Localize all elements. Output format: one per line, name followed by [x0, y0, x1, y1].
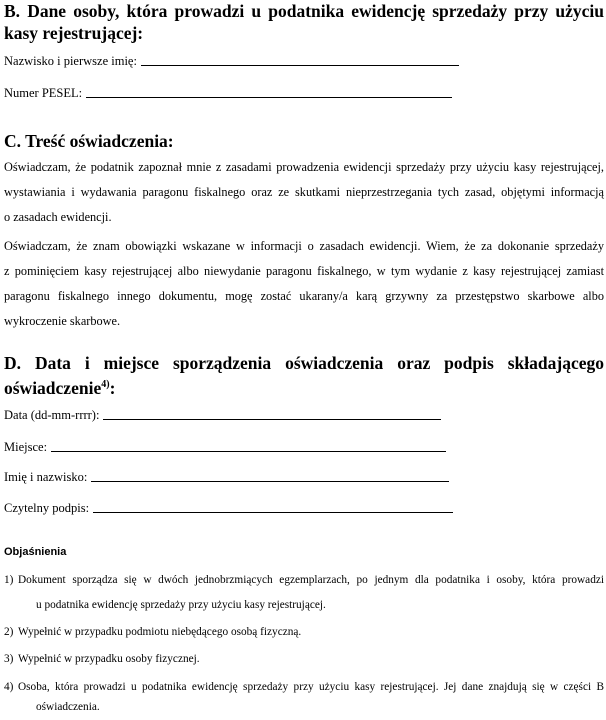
full-name-line[interactable] — [91, 480, 449, 482]
paragraph-line: Oświadczam, że podatnik zapoznał mnie z zasadami prowadzenia ewidencji sprzedaży przy użyciu kasy rejestrującej, — [4, 160, 604, 174]
date-label: Data (dd-mm-rrrr): — [4, 408, 100, 422]
notes-title: Objaśnienia — [4, 546, 67, 558]
note-item-3 — [4, 647, 604, 672]
pesel-label: Numer PESEL: — [4, 86, 83, 100]
signature-field[interactable] — [4, 501, 453, 516]
paragraph-line: o zasadach ewidencji. — [4, 210, 112, 224]
full-name-field[interactable] — [4, 470, 449, 485]
surname-field[interactable] — [4, 54, 459, 69]
note-item-4 — [4, 675, 604, 720]
note-line: u podatnika ewidencję sprzedaży przy użyciu kasy rejestrującej. — [36, 599, 326, 611]
section-d-heading — [4, 352, 604, 399]
note-line: Wypełnić w przypadku podmiotu niebędącego osobą fizyczną. — [18, 626, 302, 638]
note-number: 2) — [4, 626, 14, 638]
section-c-heading: C. Treść oświadczenia: — [4, 131, 174, 151]
paragraph-line: Oświadczam, że znam obowiązki wskazane w informacji o zasadach ewidencji. Wiem, że za dokonanie sprzedaży — [4, 239, 604, 253]
note-number: 1) — [4, 574, 14, 586]
section-b-heading-line2: kasy rejestrującej: — [4, 23, 144, 43]
section-b-heading-line1: B. Dane osoby, która prowadzi u podatnika ewidencję sprzedaży przy użyciu — [4, 1, 604, 21]
pesel-line[interactable] — [86, 96, 452, 98]
signature-line[interactable] — [93, 511, 453, 513]
surname-line[interactable] — [141, 64, 459, 66]
place-field[interactable] — [4, 440, 446, 455]
date-field[interactable] — [4, 408, 441, 423]
pesel-field[interactable] — [4, 86, 452, 101]
note-line: oświadczenia. — [36, 701, 100, 713]
paragraph-line: z pominięciem kasy rejestrującej albo niewydanie paragonu fiskalnego, w tym wydanie z kasy rejestrującej zamiast — [4, 264, 604, 278]
paragraph-line: wykroczenie skarbowe. — [4, 314, 121, 328]
paragraph-line: paragonu fiskalnego innego dokumentu, mogę zostać ukarany/a karą grzywny za przestępstwo skarbowe albo — [4, 289, 604, 303]
date-line[interactable] — [103, 418, 441, 420]
footnote-ref-4: 4) — [101, 379, 110, 390]
section-c-paragraph-2 — [4, 234, 604, 334]
section-d-heading-line1: D. Data i miejsce sporządzenia oświadczenia oraz podpis składającego — [4, 353, 604, 373]
note-line: Wypełnić w przypadku osoby fizycznej. — [18, 653, 200, 665]
paragraph-line: wystawiania i wydawania paragonu fiskalnego oraz ze skutkami nieprzestrzegania tych zasad, objętymi informacją — [4, 185, 604, 199]
section-b-heading — [4, 0, 604, 44]
note-line: Osoba, która prowadzi u podatnika ewidencję sprzedaży przy użyciu kasy rejestrującej. Jej dane znajdują się w części B — [18, 681, 604, 693]
place-label: Miejsce: — [4, 440, 48, 454]
note-number: 3) — [4, 653, 14, 665]
note-line: Dokument sporządza się w dwóch jednobrzmiących egzemplarzach, po jednym dla podatnika i osoby, która prowadzi — [18, 574, 604, 586]
section-d-heading-line2: oświadczenie$^{4)}$: — [4, 377, 116, 398]
note-number: 4) — [4, 681, 14, 693]
note-item-2 — [4, 620, 604, 645]
surname-label: Nazwisko i pierwsze imię: — [4, 54, 137, 68]
full-name-label: Imię i nazwisko: — [4, 470, 88, 484]
place-line[interactable] — [51, 450, 446, 452]
section-c-paragraph-1 — [4, 155, 604, 230]
signature-label: Czytelny podpis: — [4, 501, 90, 515]
note-item-1 — [4, 568, 604, 618]
